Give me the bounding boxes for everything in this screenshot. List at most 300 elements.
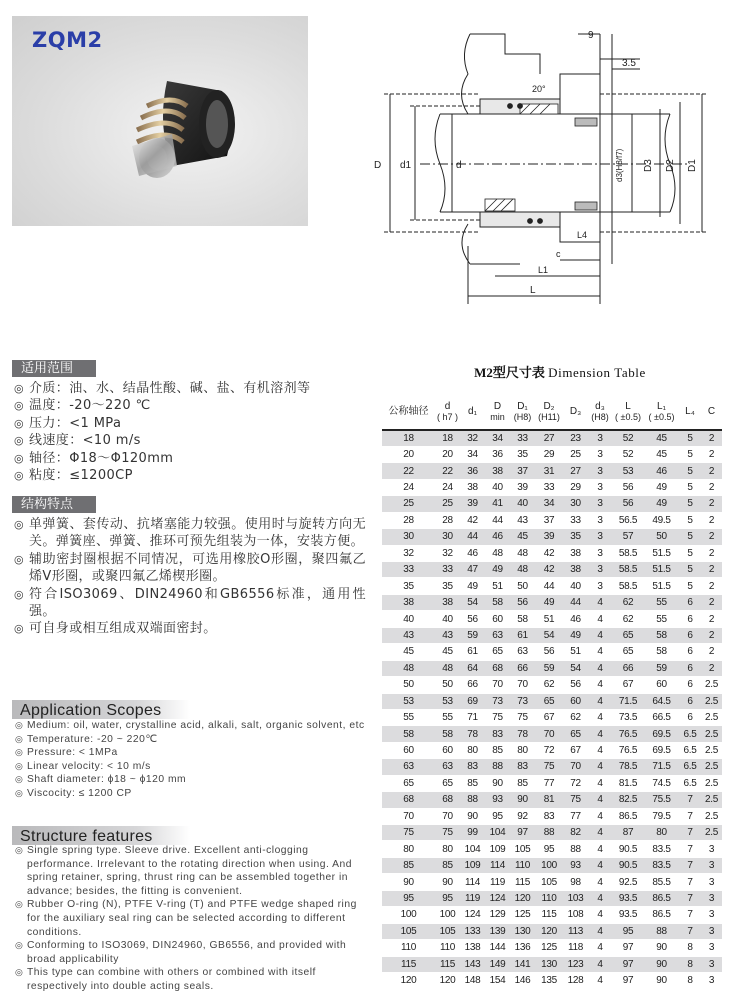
table-cell: 4 [588,890,612,906]
table-cell: 4 [588,907,612,923]
table-cell: 37 [510,463,535,479]
table-cell: 4 [588,644,612,660]
table-cell: 70 [435,808,460,824]
table-cell: 135 [535,972,563,988]
table-cell: 5 [679,512,701,528]
table-cell: 86.5 [644,890,679,906]
list-item: ◎ Single spring type. Sleeve drive. Excellent anti-clogging performance. Irrelevant to the rotating direction when using. And spring retainer, spring, thrust ring can be assembled together in advance; besides, the fitting is convenient. [15,845,352,897]
table-cell: 58 [644,627,679,643]
table-cell: 60 [382,742,435,758]
column-header [644,394,679,430]
dim-label-L4: L4 [577,230,588,240]
bullet-icon: ◎ [15,733,24,744]
bullet-icon: ◎ [15,845,24,855]
table-cell: 76.5 [612,726,644,742]
table-cell: 2 [701,644,722,660]
dim-label-L: L [530,285,536,296]
table-cell: 90 [644,940,679,956]
table-cell: 38 [435,594,460,610]
table-cell: 114 [460,874,485,890]
product-photo-panel [12,16,308,226]
table-cell: 75 [382,825,435,841]
table-cell: 3 [588,446,612,462]
table-cell: 36 [460,463,485,479]
table-cell: 85 [485,742,510,758]
table-cell: 66.5 [644,709,679,725]
list-item: ◎ Medium: oil, water, crystalline acid, alkali, salt, organic solvent, etc [15,720,365,731]
table-cell: 6.5 [679,742,701,758]
table-cell: 2 [701,562,722,578]
column-header [382,394,435,430]
table-cell: 7 [679,857,701,873]
table-cell: 4 [588,874,612,890]
table-cell: 115 [382,956,435,972]
table-cell: 82 [563,825,588,841]
table-row [382,677,722,693]
table-cell: 23 [563,430,588,446]
list-item: ◎ Pressure: < 1MPa [15,747,118,759]
table-cell: 4 [588,940,612,956]
table-cell: 2.5 [701,677,722,693]
bullet-icon: ◎ [15,774,24,785]
table-cell: 58 [435,726,460,742]
table-cell: 104 [460,841,485,857]
column-header-main: L₄ [685,406,695,417]
table-cell: 86.5 [612,808,644,824]
cn-features-heading: 结构特点 [12,496,96,513]
list-item: ◎ 轴径：Φ18～Φ120mm [14,450,174,466]
table-cell: 136 [510,940,535,956]
table-cell: 7 [679,825,701,841]
table-row [382,430,722,446]
table-cell: 44 [460,529,485,545]
table-cell: 120 [535,923,563,939]
table-cell: 69 [460,693,485,709]
table-cell: 90 [644,956,679,972]
table-row [382,562,722,578]
dim-label-angle: 20° [532,84,546,94]
table-cell: 56 [535,644,563,660]
table-cell: 3 [588,545,612,561]
table-cell: 4 [588,775,612,791]
table-cell: 33 [535,479,563,495]
table-cell: 154 [485,972,510,988]
table-cell: 3 [701,956,722,972]
list-item: ◎ Conforming to ISO3069, DIN24960, GB6556, and provided with broad applicability [15,940,347,965]
table-cell: 68 [382,792,435,808]
table-cell: 6 [679,709,701,725]
table-cell: 90.5 [612,841,644,857]
table-cell: 33 [510,430,535,446]
dimension-table [382,394,722,989]
table-cell: 90 [485,775,510,791]
table-cell: 3 [701,874,722,890]
column-header [679,394,701,430]
table-cell: 97 [612,972,644,988]
table-cell: 93.5 [612,890,644,906]
list-item: ◎ 符合ISO3069、DIN24960和GB6556标准，通用性强。 [14,586,366,620]
table-cell: 38 [382,594,435,610]
table-row [382,660,722,676]
table-cell: 2.5 [701,775,722,791]
table-cell: 51 [535,611,563,627]
table-cell: 3 [588,562,612,578]
table-cell: 143 [460,956,485,972]
table-cell: 3 [701,907,722,923]
table-cell: 54 [535,627,563,643]
table-cell: 40 [435,611,460,627]
table-cell: 45 [435,644,460,660]
table-cell: 120 [382,972,435,988]
table-cell: 63 [485,627,510,643]
table-cell: 75 [435,825,460,841]
table-cell: 61 [510,627,535,643]
table-cell: 130 [535,956,563,972]
table-cell: 90 [644,972,679,988]
table-cell: 114 [485,857,510,873]
table-cell: 46 [485,529,510,545]
table-cell: 49 [460,578,485,594]
column-header-sub: min [490,411,505,422]
table-cell: 4 [588,726,612,742]
table-cell: 97 [510,825,535,841]
dim-label-d1: d1 [400,160,412,171]
dim-label-d: d [456,160,462,171]
table-cell: 28 [382,512,435,528]
table-cell: 70 [563,759,588,775]
column-header-main: L [625,400,631,412]
table-cell: 88 [460,792,485,808]
table-cell: 6 [679,644,701,660]
table-cell: 45 [510,529,535,545]
table-cell: 71 [460,709,485,725]
table-cell: 2 [701,529,722,545]
table-cell: 4 [588,792,612,808]
table-row [382,578,722,594]
table-cell: 62 [612,611,644,627]
cn-scopes-heading: 适用范围 [12,360,96,377]
table-cell: 7 [679,923,701,939]
table-row [382,808,722,824]
table-cell: 3 [701,841,722,857]
table-cell: 4 [588,956,612,972]
list-item: ◎ 压力：<1 MPa [14,415,122,431]
table-cell: 71.5 [612,693,644,709]
table-cell: 31 [535,463,563,479]
table-cell: 36 [485,446,510,462]
table-cell: 120 [435,972,460,988]
table-cell: 5 [679,463,701,479]
table-cell: 115 [535,907,563,923]
table-cell: 58.5 [612,562,644,578]
bullet-icon: ◎ [14,382,24,395]
table-row [382,972,722,988]
table-cell: 88 [563,841,588,857]
table-cell: 83 [535,808,563,824]
table-cell: 6.5 [679,759,701,775]
bullet-icon: ◎ [14,518,24,531]
table-cell: 129 [485,907,510,923]
table-cell: 97 [612,940,644,956]
table-cell: 2.5 [701,808,722,824]
table-cell: 4 [588,857,612,873]
table-cell: 30 [435,529,460,545]
table-cell: 55 [644,611,679,627]
table-cell: 48 [485,545,510,561]
table-cell: 77 [563,808,588,824]
table-cell: 82.5 [612,792,644,808]
table-cell: 2.5 [701,742,722,758]
table-cell: 27 [563,463,588,479]
table-cell: 25 [382,496,435,512]
bullet-icon: ◎ [15,720,24,730]
table-cell: 53 [382,693,435,709]
table-cell: 110 [510,857,535,873]
table-cell: 39 [535,529,563,545]
table-cell: 148 [460,972,485,988]
table-cell: 78 [510,726,535,742]
column-header-sub: ( ±0.5) [615,411,641,422]
table-row [382,627,722,643]
table-cell: 3 [588,512,612,528]
table-row [382,775,722,791]
list-item: ◎ Shaft diameter: ϕ18 ~ ϕ120 mm [15,774,187,786]
bullet-icon: ◎ [14,451,24,465]
dim-label-D2: D2 [665,159,676,172]
table-cell: 139 [485,923,510,939]
table-cell: 64.5 [644,693,679,709]
table-cell: 37 [535,512,563,528]
table-cell: 35 [510,446,535,462]
table-cell: 88 [644,923,679,939]
table-cell: 83 [460,759,485,775]
table-cell: 83 [485,726,510,742]
table-cell: 28 [435,512,460,528]
table-row [382,529,722,545]
table-cell: 62 [535,677,563,693]
model-code: ZQM2 [32,28,103,52]
table-cell: 42 [460,512,485,528]
table-cell: 35 [382,578,435,594]
table-cell: 123 [563,956,588,972]
table-cell: 58.5 [612,545,644,561]
table-cell: 66 [460,677,485,693]
table-cell: 83.5 [644,857,679,873]
table-cell: 7 [679,808,701,824]
table-cell: 138 [460,940,485,956]
table-cell: 85 [382,857,435,873]
table-cell: 6.5 [679,775,701,791]
table-cell: 3 [588,529,612,545]
table-cell: 92.5 [612,874,644,890]
table-row [382,726,722,742]
table-cell: 105 [435,923,460,939]
table-cell: 80 [435,841,460,857]
en-scopes-heading: Application Scopes [12,700,190,719]
table-cell: 70 [485,677,510,693]
table-cell: 105 [510,841,535,857]
table-cell: 33 [382,562,435,578]
table-cell: 5 [679,578,701,594]
table-cell: 30 [563,496,588,512]
table-cell: 27 [535,430,563,446]
table-cell: 56 [510,594,535,610]
table-cell: 38 [460,479,485,495]
column-header-main: C [707,406,716,417]
table-cell: 3 [701,857,722,873]
table-cell: 49 [485,562,510,578]
table-cell: 70 [510,677,535,693]
column-header [485,394,510,430]
table-cell: 2.5 [701,792,722,808]
table-cell: 78.5 [612,759,644,775]
table-cell: 20 [435,446,460,462]
table-cell: 60 [563,693,588,709]
table-row [382,479,722,495]
dim-label-9: 9 [588,30,594,41]
column-header-sub: ( h7 ) [436,411,458,422]
technical-drawing [360,14,735,314]
table-cell: 2 [701,611,722,627]
table-cell: 73 [485,693,510,709]
column-header-main: D [493,400,502,412]
table-cell: 29 [535,446,563,462]
table-cell: 65 [485,644,510,660]
bullet-icon: ◎ [14,469,24,483]
column-header [701,394,722,430]
table-cell: 55 [435,709,460,725]
bullet-icon: ◎ [14,587,24,601]
table-cell: 78 [460,726,485,742]
table-cell: 93.5 [612,907,644,923]
table-cell: 25 [563,446,588,462]
table-cell: 65 [382,775,435,791]
table-title-cn: M2型尺寸表 [474,365,545,380]
table-cell: 52 [612,446,644,462]
table-cell: 2 [701,578,722,594]
table-cell: 48 [510,562,535,578]
table-cell: 59 [460,627,485,643]
table-cell: 18 [435,430,460,446]
table-cell: 72 [563,775,588,791]
table-cell: 46 [460,545,485,561]
table-cell: 75 [485,709,510,725]
table-cell: 38 [485,463,510,479]
table-cell: 103 [563,890,588,906]
table-cell: 51 [485,578,510,594]
column-header-sub: (H8) [591,411,609,422]
table-cell: 4 [588,709,612,725]
en-scopes-list [15,719,367,801]
table-cell: 6 [679,660,701,676]
table-cell: 2 [701,594,722,610]
table-cell: 6.5 [679,726,701,742]
list-item: ◎ 可自身或相互组成双端面密封。 [14,621,217,637]
table-cell: 62 [563,709,588,725]
cn-features-list [14,516,366,638]
table-cell: 120 [510,890,535,906]
table-cell: 85 [510,775,535,791]
table-cell: 88 [535,825,563,841]
table-cell: 43 [382,627,435,643]
table-cell: 32 [435,545,460,561]
table-row [382,890,722,906]
list-item: ◎ Viscocity: ≤ 1200 CP [15,787,132,799]
table-title-en: Dimension Table [548,365,646,380]
table-row [382,759,722,775]
table-row [382,874,722,890]
list-item: ◎ This type can combine with others or combined with itself respectively into double acting seals. [15,967,316,992]
table-cell: 69.5 [644,742,679,758]
table-cell: 93 [485,792,510,808]
column-header [588,394,612,430]
table-cell: 2 [701,496,722,512]
bullet-icon: ◎ [15,899,24,910]
table-row [382,611,722,627]
table-cell: 5 [679,545,701,561]
table-cell: 4 [588,825,612,841]
table-cell: 8 [679,956,701,972]
column-header-sub: (H11) [538,411,560,422]
table-cell: 51.5 [644,545,679,561]
table-cell: 6 [679,627,701,643]
table-row [382,956,722,972]
table-cell: 65 [563,726,588,742]
table-cell: 81 [535,792,563,808]
table-cell: 93 [563,857,588,873]
table-cell: 2.5 [701,759,722,775]
column-header-sub: (H8) [513,411,532,422]
table-cell: 51 [563,644,588,660]
bullet-icon: ◎ [14,552,24,566]
list-item: ◎ 粘度：≤1200CP [14,468,133,484]
dim-label-d3: d3(H8/f7) [615,148,624,182]
table-cell: 85.5 [644,874,679,890]
seal-product-image [127,66,242,196]
table-cell: 7 [679,874,701,890]
column-header-sub: ( ±0.5) [648,411,675,422]
table-cell: 50 [644,529,679,545]
table-cell: 72 [535,742,563,758]
table-cell: 99 [460,825,485,841]
table-cell: 65 [535,693,563,709]
table-cell: 51.5 [644,562,679,578]
table-cell: 50 [382,677,435,693]
table-cell: 45 [644,446,679,462]
table-cell: 40 [382,611,435,627]
table-cell: 18 [382,430,435,446]
table-cell: 46 [644,463,679,479]
table-cell: 32 [382,545,435,561]
table-cell: 3 [701,923,722,939]
table-cell: 133 [460,923,485,939]
table-cell: 44 [535,578,563,594]
list-item: ◎ 线速度：<10 m/s [14,433,141,449]
table-cell: 51.5 [644,578,679,594]
table-cell: 6 [679,594,701,610]
dim-label-D1: D1 [687,159,698,172]
table-cell: 70 [382,808,435,824]
table-cell: 108 [563,907,588,923]
table-cell: 71.5 [644,759,679,775]
table-cell: 35 [563,529,588,545]
table-cell: 62 [612,594,644,610]
table-cell: 40 [563,578,588,594]
table-cell: 95 [435,890,460,906]
table-cell: 30 [382,529,435,545]
table-cell: 113 [563,923,588,939]
table-row [382,496,722,512]
